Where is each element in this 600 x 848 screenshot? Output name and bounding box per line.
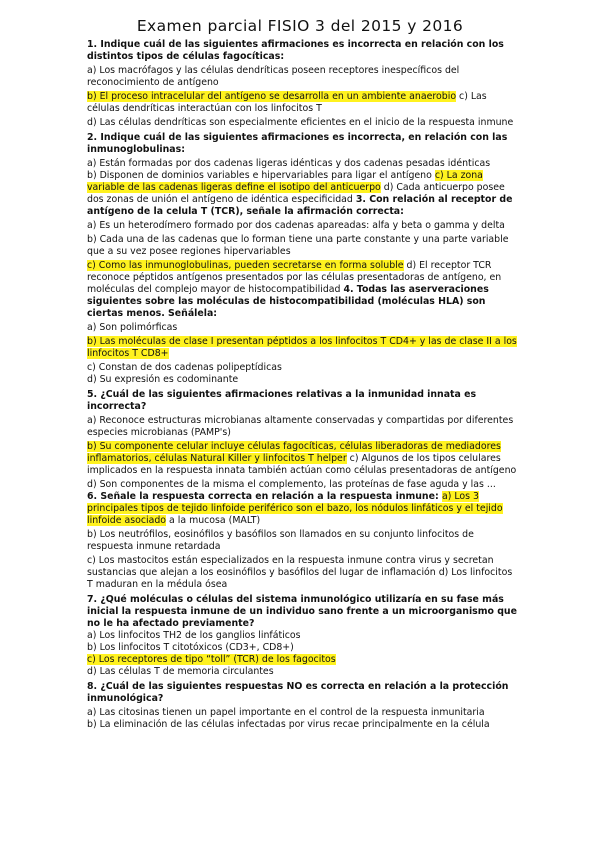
q3-option-c-highlighted: c) Como las inmunoglobulinas, pueden secretarse en forma soluble	[87, 260, 404, 271]
question-3: 3. Con relación al receptor de antígeno de la celula T (TCR), señale la afirmación correcta:	[87, 194, 513, 217]
question-1: 1. Indique cuál de las siguientes afirmaciones es incorrecta en relación con los distintos tipos de células fagocíticas:	[87, 39, 504, 62]
q5-option-a: a) Reconoce estructuras microbianas altamente conservadas y compartidas por diferentes especies microbianas (PAMP's)	[87, 415, 514, 438]
page-title: Examen parcial FISIO 3 del 2015 y 2016	[136, 17, 464, 35]
q3-option-b: b) Cada una de las cadenas que lo forman tiene una parte constante y una parte variable que a su vez posee regiones hipervariables	[87, 234, 509, 257]
q1-option-d: d) Las células dendríticas son especialmente eficientes en el inicio de la respuesta inmune	[87, 117, 514, 128]
q4-option-c: c) Constan de dos cadenas polipeptídicas	[87, 362, 282, 373]
question-4: 4. Todas las aserveraciones siguientes sobre las moléculas de histocompatibilidad (moléculas HLA) son ciertas menos. Señálela:	[87, 284, 489, 319]
q3-option-a: a) Es un heterodímero formado por dos cadenas apareadas: alfa y beta o gamma y delta	[87, 220, 505, 231]
q2-options-bcd-q3	[87, 170, 519, 218]
question-6-block	[87, 491, 519, 527]
q3-options-cd-q4	[87, 260, 519, 320]
question-7: 7. ¿Qué moléculas o células del sistema inmunológico utilizaría en su fase más inicial la respuesta inmune de un individuo sano frente a un microorganismo que no le ha afectado previamente?	[87, 594, 517, 629]
exam-content	[87, 36, 519, 731]
q7-option-d: d) Las células T de memoria circulantes	[87, 666, 274, 677]
q6-option-a-rest: a la mucosa (MALT)	[166, 515, 261, 526]
q3-option-d: d) El receptor TCR reconoce péptidos antígenos presentados por las células presentadoras de antígeno, en moléculas del complejo mayor de histocompatibilidad	[87, 260, 502, 295]
question-5: 5. ¿Cuál de las siguientes afirmaciones relativas a la inmunidad innata es incorrecta?	[87, 389, 477, 412]
q6-options-cd	[87, 555, 519, 591]
q5-option-d: d) Son componentes de la misma el complemento, las proteínas de fase aguda y las ...	[87, 479, 496, 490]
q5-option-b-highlighted: b) Su componente celular incluye células fagocíticas, células liberadoras de mediadores inflamatorios, células Natural Killer y linfocitos T helper	[87, 441, 501, 464]
q2-option-a: a) Están formadas por dos cadenas ligeras idénticas y dos cadenas pesadas idénticas	[87, 158, 491, 169]
q4-option-b-highlighted: b) Las moléculas de clase I presentan péptidos a los linfocitos T CD4+ y las de clase II a los linfocitos T CD8+	[87, 336, 517, 359]
q2-option-b: b) Disponen de dominios variables e hipervariables para ligar el antígeno	[87, 170, 435, 181]
q1-option-b-highlighted: b) El proceso intracelular del antígeno se desarrolla en un ambiente anaerobio	[87, 91, 457, 102]
question-8: 8. ¿Cuál de las siguientes respuestas NO es correcta en relación a la protección inmunológica?	[87, 681, 509, 704]
q8-option-b: b) La eliminación de las células infectadas por virus recae principalmente en la célula	[87, 719, 490, 730]
q1-option-a: a) Los macrófagos y las células dendríticas poseen receptores inespecíficos del reconocimiento de antígeno	[87, 65, 460, 88]
q7-option-c-wrap	[87, 654, 519, 666]
question-2: 2. Indique cuál de las siguientes afirmaciones es incorrecta, en relación con las inmunoglobulinas:	[87, 132, 508, 155]
q7-option-b: b) Los linfocitos T citotóxicos (CD3+, CD8+)	[87, 642, 294, 653]
q5-option-c: c) Algunos de los tipos celulares implicados en la respuesta innata también actúan como células presentadoras de antígeno	[87, 453, 517, 476]
q7-option-a: a) Los linfocitos TH2 de los ganglios linfáticos	[87, 630, 301, 641]
q6-option-a-highlighted: a) Los 3 principales tipos de tejido linfoide periférico son el bazo, los nódulos linfáticos y el tejido linfoide asociado	[87, 491, 503, 526]
q6-option-d: d) Los linfocitos T maduran en la médula ósea	[87, 567, 513, 590]
question-6: 6. Señale la respuesta correcta en relación a la respuesta inmune:	[87, 491, 442, 502]
q6-option-c: c) Los mastocitos están especializados en la respuesta inmune contra virus y secretan sustancias que alejan a los eosinófilos y basófilos del lugar de inflamación	[87, 555, 494, 578]
q4-option-d: d) Su expresión es codominante	[87, 374, 239, 385]
q2-option-d: d) Cada anticuerpo posee dos zonas de unión el antígeno de idéntica especificidad	[87, 182, 505, 205]
q5-options-bc	[87, 441, 519, 477]
q1-option-c: c) Las células dendríticas interactúan con los linfocitos T	[87, 91, 487, 114]
q1-options-bc	[87, 91, 519, 115]
q4-option-b-wrap	[87, 336, 519, 360]
q7-option-c-highlighted: c) Los receptores de tipo “toll” (TCR) de los fagocitos	[87, 654, 336, 665]
q8-option-a: a) Las citosinas tienen un papel importante en el control de la respuesta inmunitaria	[87, 707, 485, 718]
q4-option-a: a) Son polimórficas	[87, 322, 178, 333]
q6-option-b: b) Los neutrófilos, eosinófilos y basófilos son llamados en su conjunto linfocitos de respuesta inmune retardada	[87, 529, 474, 552]
q2-option-c-highlighted: c) La zona variable de las cadenas ligeras define el isotipo del anticuerpo	[87, 170, 483, 193]
